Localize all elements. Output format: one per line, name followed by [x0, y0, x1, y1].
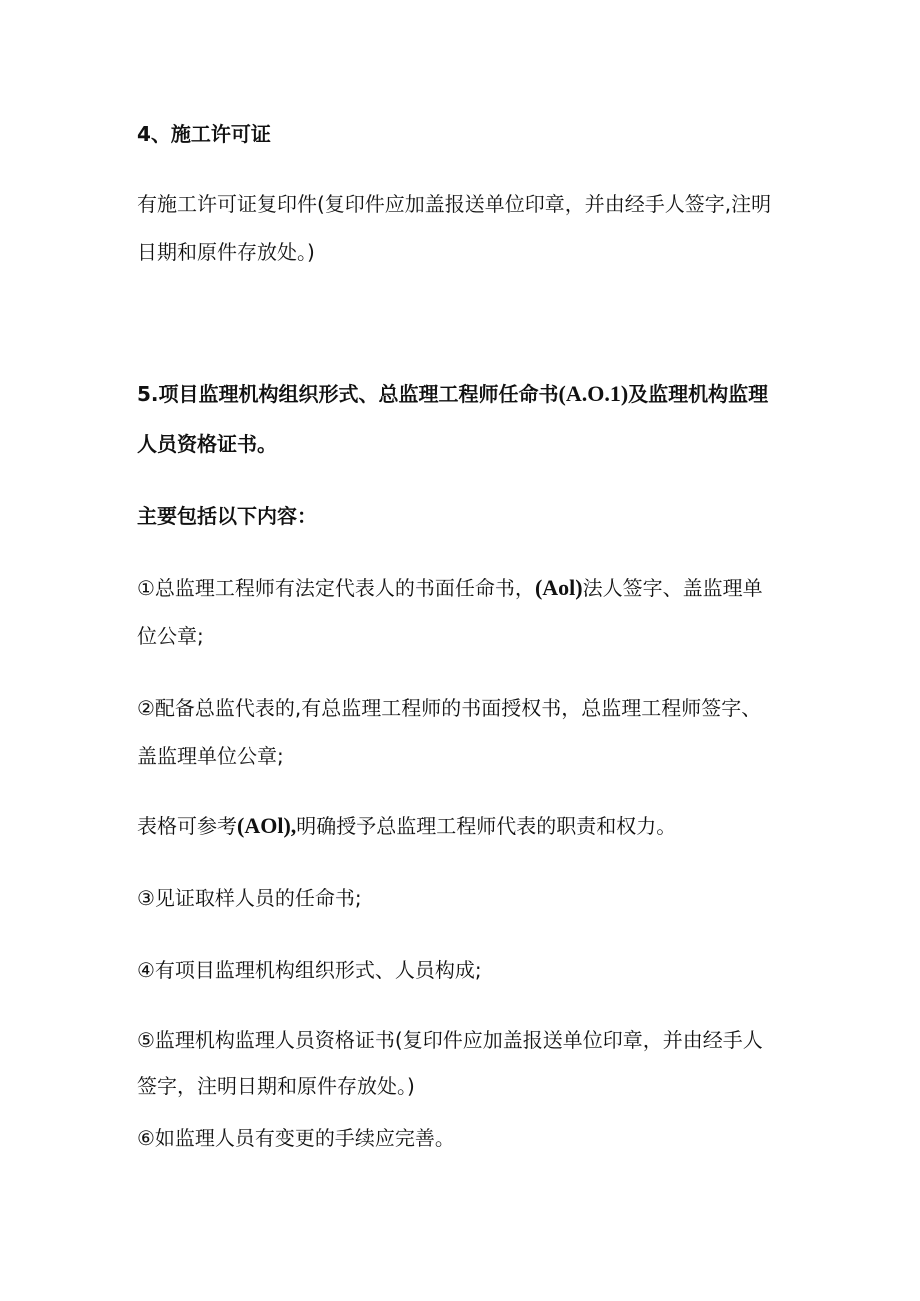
item-1-text-b: 法人签字、盖监理单: [582, 576, 763, 600]
item-3: ③见证取样人员的任命书;: [137, 886, 362, 910]
section-5-intro: 主要包括以下内容：: [137, 504, 317, 528]
item-6: ⑥如监理人员有变更的手续应完善。: [137, 1126, 455, 1150]
item-1-code: (Aol): [534, 575, 583, 600]
item-2-note: [137, 812, 676, 840]
item-2-note-text-b: 明确授予总监理工程师代表的职责和权力。: [296, 814, 677, 838]
section-5-heading-text-a: 5.项目监理机构组织形式、总监理工程师任命书: [137, 382, 559, 406]
section-4-body-line-2: 日期和原件存放处。): [137, 240, 315, 264]
section-5-heading-line-2: 人员资格证书。: [137, 432, 277, 456]
item-5-line-2: 签字，注明日期和原件存放处。): [137, 1074, 415, 1098]
section-4-body-line-1: 有施工许可证复印件(复印件应加盖报送单位印章，并由经手人签字,注明: [137, 192, 772, 216]
item-1-text-a: ①总监理工程师有法定代表人的书面任命书，: [137, 576, 535, 600]
item-1-line-2: 位公章;: [137, 624, 204, 648]
section-5-heading-line-1: [137, 380, 768, 408]
item-5-line-1: ⑤监理机构监理人员资格证书(复印件应加盖报送单位印章，并由经手人: [137, 1028, 763, 1052]
item-4: ④有项目监理机构组织形式、人员构成;: [137, 958, 482, 982]
item-2-note-code: (AOl),: [237, 813, 297, 838]
item-1-line-1: [137, 574, 763, 602]
section-5-heading-code: (A.O.1): [558, 381, 629, 406]
section-4-heading: 4、施工许可证: [137, 122, 271, 146]
section-5-heading-text-b: 及监理机构监理: [628, 382, 769, 406]
item-2-note-text-a: 表格可参考: [137, 814, 237, 838]
item-2-line-1: ②配备总监代表的,有总监理工程师的书面授权书，总监理工程师签字、: [137, 696, 762, 720]
item-2-line-2: 盖监理单位公章;: [137, 744, 284, 768]
